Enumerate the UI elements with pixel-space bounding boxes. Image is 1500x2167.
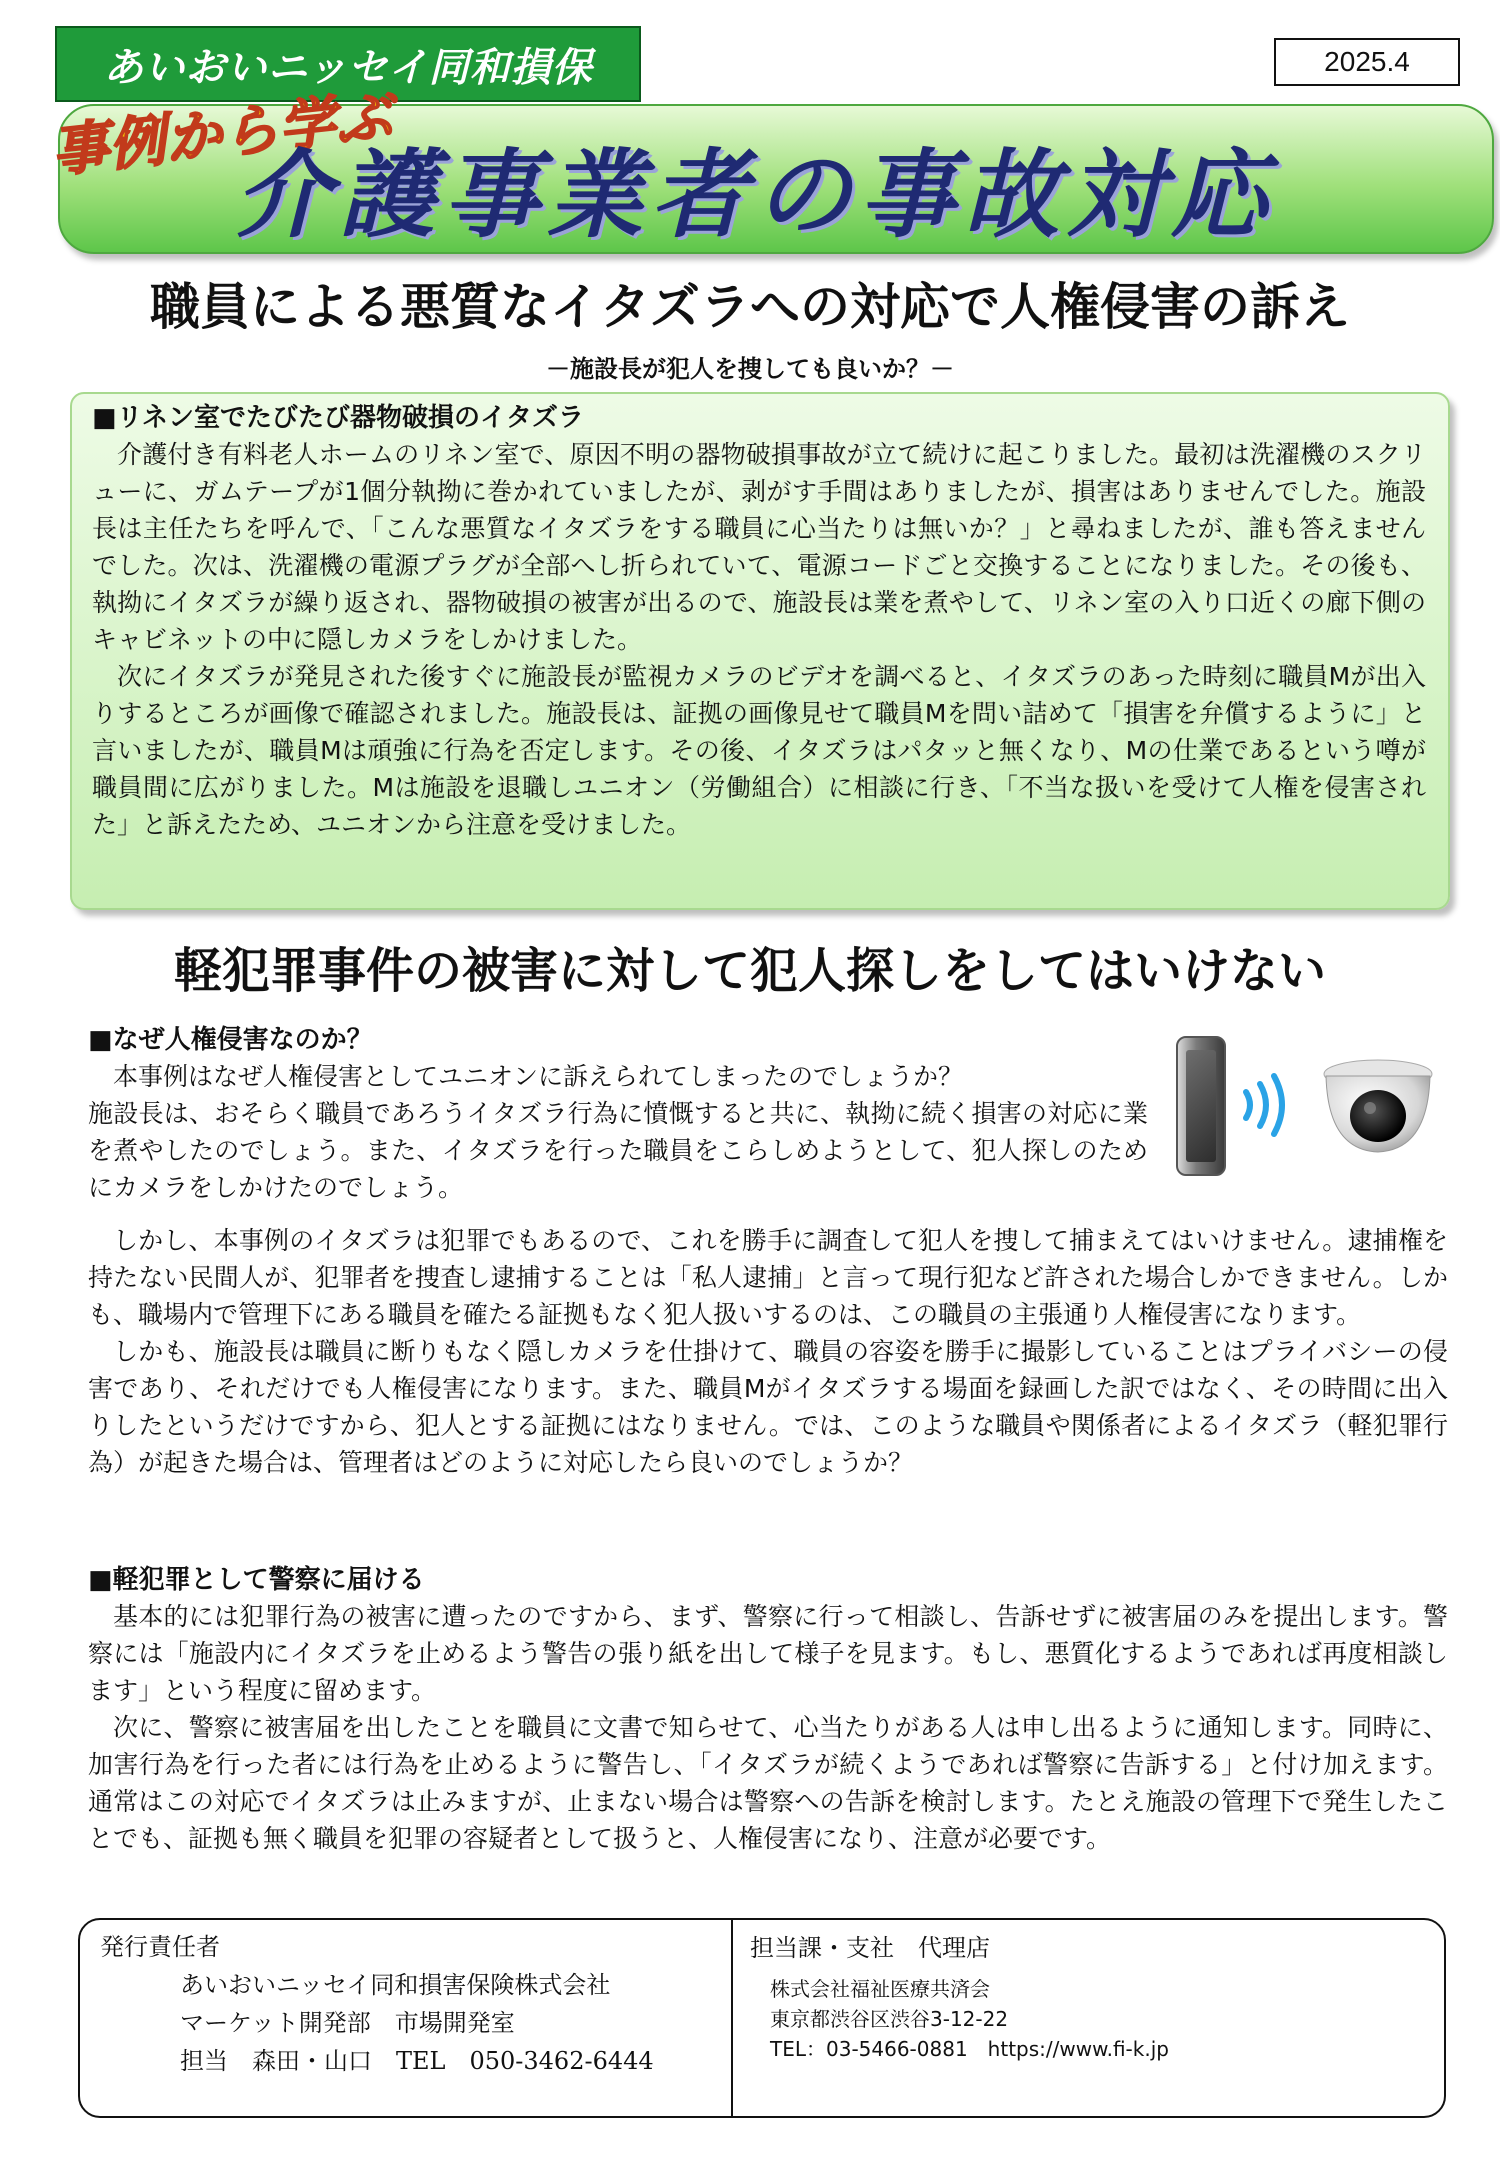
phone-screen: [1186, 1050, 1216, 1162]
why-section: [88, 1022, 1148, 1206]
police-paragraph: 基本的には犯罪行為の被害に遭ったのですから、まず、警察に行って相談し、告訴せずに被害届のみを提出します。警察には「施設内にイタズラを止めるよう警告の張り紙を出して様子を見ます。もし、悪質化するようであれば再度相談します」という程度に留めます。: [88, 1602, 1448, 1705]
police-section: [88, 1562, 1448, 1857]
why-paragraph: 施設長は、おそらく職員であろうイタズラ行為に憤慨すると共に、執拗に続く損害の対応に業を煮やしたのでしょう。また、イタズラを行った職員をこらしめようとして、犯人探しのためにカメラをしかけたのでしょう。: [88, 1099, 1148, 1202]
police-paragraph: 次に、警察に被害届を出したことを職員に文書で知らせて、心当たりがある人は申し出るように通知します。同時に、加害行為を行った者には行為を止めるように警告し、「イタズラが続くようであれば警察に告訴する」と付け加えます。通常はこの対応でイタズラは止みますが、止まない場合は警察への告訴を検討します。たとえ施設の管理下で発生したことでも、証拠も無く職員を犯罪の容疑者として扱うと、人権侵害になり、注意が必要です。: [88, 1713, 1448, 1853]
case-paragraph: 次にイタズラが発見された後すぐに施設長が監視カメラのビデオを調べると、イタズラのあった時刻に職員Mが出入りするところが画像で確認されました。施設長は、証拠の画像見せて職員Mを問い詰めて「損害を弁償するように」と言いましたが、職員Mは頑強に行為を否定します。その後、イタズラはパタッと無くなり、Mの仕業であるという噂が職員間に広がりました。Mは施設を退職しユニオン（労働組合）に相談に行き、「不当な扱いを受けて人権を侵害された」と訴えたため、ユニオンから注意を受けました。: [92, 662, 1426, 839]
publisher-label: 発行責任者: [100, 1933, 220, 1961]
why-continued: [88, 1222, 1448, 1481]
why-heading: ■なぜ人権侵害なのか？: [88, 1025, 373, 1055]
wireless-signal-icon: [1238, 1070, 1298, 1140]
issue-date: 2025.4: [1274, 38, 1460, 86]
agent-contact: TEL：03-5466-0881 https://www.fi-k.jp: [770, 2037, 1169, 2061]
police-heading: ■軽犯罪として警察に届ける: [88, 1565, 425, 1595]
why-paragraph: 本事例はなぜ人権侵害としてユニオンに訴えられてしまったのでしょうか？: [113, 1062, 964, 1091]
brand-name: あいおいニッセイ同和損保: [103, 44, 593, 91]
case-paragraph: 介護付き有料老人ホームのリネン室で、原因不明の器物破損事故が立て続けに起こりました。最初は洗濯機のスクリューに、ガムテープが1個分執拗に巻かれていましたが、剥がす手間はありましたが、損害はありませんでした。施設長は主任たちを呼んで、「こんな悪質なイタズラをする職員に心当たりは無いか？」と尋ねましたが、誰も答えませんでした。次は、洗濯機の電源プラグが全部へし折られていて、電源コードごと交換することになりました。その後も、執拗にイタズラが繰り返され、器物破損の被害が出るので、施設長は業を煮やして、リネン室の入り口近くの廊下側のキャビネットの中に隠しカメラをしかけました。: [92, 440, 1426, 654]
smartphone-icon: [1176, 1036, 1226, 1176]
agent-address: 東京都渋谷区渋谷3-12-22: [770, 2007, 1009, 2031]
agent-name: 株式会社福祉医療共済会: [770, 1977, 990, 2001]
agent-info: [750, 1928, 1169, 2064]
publisher-contact: 担当 森田・山口 TEL 050-3462-6444: [180, 2047, 654, 2075]
article-headline: 職員による悪質なイタズラへの対応で人権侵害の訴え: [150, 278, 1350, 336]
case-box: [70, 392, 1450, 910]
footer-divider: [731, 1920, 733, 2116]
why-paragraph: しかも、施設長は職員に断りもなく隠しカメラを仕掛けて、職員の容姿を勝手に撮影していることはプライバシーの侵害であり、それだけでも人権侵害になります。また、職員Mがイタズラする場面を録画した訳ではなく、その時間に出入りしたというだけですから、犯人とする証拠にはなりません。では、このような職員や関係者によるイタズラ（軽犯罪行為）が起きた場合は、管理者はどのように対応したら良いのでしょうか？: [88, 1337, 1448, 1477]
agent-label: 担当課・支社 代理店: [750, 1934, 990, 1962]
publisher-company: あいおいニッセイ同和損害保険株式会社: [180, 1971, 611, 1999]
publisher-info: [100, 1928, 654, 2080]
publisher-footer: [78, 1918, 1446, 2118]
section-title: 軽犯罪事件の被害に対して犯人探しをしてはいけない: [173, 943, 1326, 999]
case-heading: ■リネン室でたびたび器物破損のイタズラ: [92, 403, 585, 433]
series-title: 介護事業者の事故対応: [235, 139, 1275, 251]
series-subtitle: 事例から学ぶ: [49, 84, 396, 185]
why-paragraph: しかし、本事例のイタズラは犯罪でもあるので、これを勝手に調査して犯人を捜して捕まえてはいけません。逮捕権を持たない民間人が、犯罪者を捜査し逮捕することは「私人逮捕」と言って現行犯など許された場合しかできません。しかも、職場内で管理下にある職員を確たる証拠もなく犯人扱いするのは、この職員の主張通り人権侵害になります。: [88, 1226, 1448, 1329]
article-subheadline: －施設長が犯人を捜しても良いか？－: [546, 355, 954, 383]
publisher-department: マーケット開発部 市場開発室: [180, 2009, 515, 2037]
security-camera-icon: [1318, 1050, 1438, 1160]
